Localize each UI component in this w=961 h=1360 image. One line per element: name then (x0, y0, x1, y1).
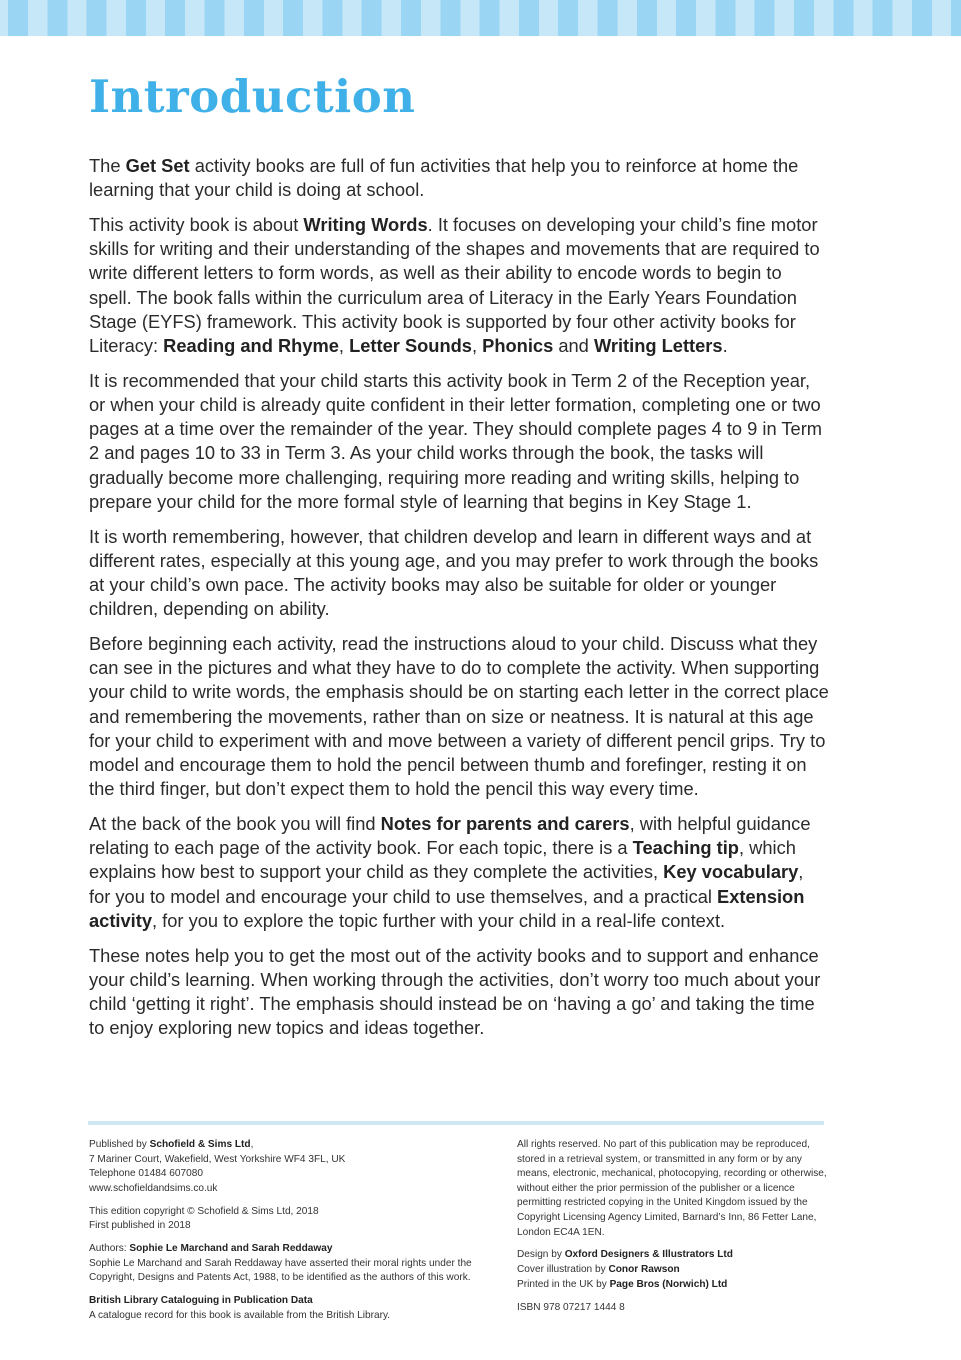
bold-text: British Library Cataloguing in Publication Data (89, 1295, 313, 1307)
text-segment: Printed in the UK by (517, 1278, 610, 1290)
text-segment: , (250, 1139, 254, 1150)
stripe-pattern (0, 0, 961, 36)
text-segment: Cover illustration by (517, 1264, 609, 1276)
text-segment: . (722, 335, 728, 357)
bold-text: Get Set (125, 155, 190, 176)
colophon-block (517, 1138, 837, 1240)
text-segment: , (338, 335, 350, 357)
colophon-block (517, 1248, 837, 1292)
colophon-line (89, 1153, 499, 1168)
text-segment: activity books are full of fun activities that help you to reinforce at home the learning that your child is doing at school. (89, 155, 799, 201)
text-segment: Authors: (89, 1243, 130, 1255)
colophon-line (517, 1138, 837, 1153)
text-segment: without either the prior permission of the publisher or a licence (517, 1182, 795, 1194)
paragraph (89, 812, 829, 933)
introduction-body (89, 154, 829, 1051)
colophon-block (89, 1294, 499, 1323)
paragraph (89, 369, 829, 514)
colophon-line (89, 1294, 499, 1309)
text-segment: The (89, 155, 126, 176)
footer-divider (88, 1121, 824, 1125)
colophon-left-column (89, 1138, 499, 1332)
bold-text: Conor Rawson (608, 1264, 680, 1276)
colophon-line (517, 1263, 837, 1278)
text-segment: , for you to model and encourage your child to use themselves, and a practical (89, 861, 804, 907)
text-segment: Published by (89, 1139, 150, 1150)
text-segment: At the back of the book you will find (89, 813, 381, 835)
text-segment: , with helpful guidance relating to each page of the activity book. For each topic, there is a (89, 813, 811, 859)
colophon-line (517, 1182, 837, 1197)
text-segment: Copyright, Designs and Patents Act, 1988, to be identified as the authors of this work. (89, 1272, 471, 1284)
paragraph (89, 154, 829, 202)
colophon-line (517, 1301, 837, 1316)
colophon-line (517, 1278, 837, 1293)
text-segment: , which explains how best to support your child as they complete the activities, (89, 837, 796, 883)
text-segment: Copyright Licensing Agency Limited, Barnard’s Inn, 86 Fetter Lane, (517, 1211, 817, 1223)
colophon-line (517, 1226, 837, 1241)
text-segment: This edition copyright © Schofield & Sims Ltd, 2018 (89, 1205, 319, 1217)
colophon-line (517, 1153, 837, 1168)
colophon-line (89, 1219, 499, 1234)
colophon-line (89, 1271, 499, 1286)
text-segment: London EC4A 1EN. (517, 1226, 605, 1238)
text-segment: Sophie Le Marchand and Sarah Reddaway have asserted their moral rights under the (89, 1257, 472, 1269)
colophon-block (89, 1138, 499, 1196)
text-segment: stored in a retrieval system, or transmitted in any form or by any (517, 1153, 802, 1165)
bold-text: Notes for parents and carers (380, 813, 630, 835)
text-segment: Before beginning each activity, read the instructions aloud to your child. Discuss what they can see in the pictures and what they have to do to complete the activity. When supporting your child to write words, the emphasis should be on starting each letter in the correct place and remembering the movements, rather than on size or neatness. It is natural at this age for your child to experiment with and move between a variety of different pencil grips. Try to model and encourage them to hold the pencil between thumb and forefinger, resting it on the third finger, but don’t expect them to hold the pencil this way every time. (89, 633, 829, 800)
colophon-line (517, 1211, 837, 1226)
colophon-block (89, 1242, 499, 1286)
bold-text: Phonics (482, 335, 554, 357)
bold-text: Letter Sounds (349, 335, 472, 357)
colophon-line (89, 1205, 499, 1220)
bold-text: Key vocabulary (663, 861, 799, 883)
paragraph (89, 525, 829, 622)
paragraph (89, 213, 829, 358)
text-segment: , for you to explore the topic further with your child in a real-life context. (152, 909, 726, 931)
bold-text: Sophie Le Marchand and Sarah Reddaway (129, 1243, 333, 1255)
text-segment: First published in 2018 (89, 1220, 191, 1232)
bold-text: Reading and Rhyme (163, 335, 339, 357)
text-segment: 7 Mariner Court, Wakefield, West Yorkshire WF4 3FL, UK (89, 1153, 346, 1165)
colophon-line (89, 1309, 499, 1324)
colophon-line (517, 1167, 837, 1182)
paragraph (89, 632, 829, 801)
colophon-line (89, 1242, 499, 1257)
text-segment: . It focuses on developing your child’s fine motor skills for writing and their understanding of the shapes and movements that are required to write different letters to form words, as well as their ability to encode words to begin to spell. The book falls within the curriculum area of Literacy in the Early Years Foundation Stage (EYFS) framework. This activity book is supported by four other activity books for Literacy: (89, 214, 820, 357)
text-segment: This activity book is about (89, 214, 304, 235)
page-title: Introduction (89, 70, 416, 123)
paragraph (89, 944, 829, 1041)
bold-text: Extension activity (89, 885, 805, 931)
bold-text: Oxford Designers & Illustrators Ltd (564, 1249, 733, 1261)
text-segment: All rights reserved. No part of this publication may be reproduced, (517, 1139, 810, 1150)
bold-text: Writing Words (303, 214, 428, 235)
colophon-right-column (517, 1138, 837, 1323)
colophon-line (89, 1167, 499, 1182)
text-segment: and (553, 335, 594, 357)
bold-text: Page Bros (Norwich) Ltd (609, 1278, 728, 1290)
colophon-line (89, 1138, 499, 1153)
header-stripe-decoration (0, 0, 961, 36)
colophon-line (517, 1248, 837, 1263)
colophon-block (89, 1205, 499, 1234)
text-segment: www.schofieldandsims.co.uk (89, 1182, 218, 1194)
bold-text: Writing Letters (593, 335, 723, 357)
colophon-line (89, 1182, 499, 1197)
bold-text: Schofield & Sims Ltd (149, 1139, 251, 1150)
text-segment: Telephone 01484 607080 (89, 1168, 203, 1180)
text-segment: Design by (517, 1249, 565, 1261)
colophon-line (517, 1196, 837, 1211)
text-segment: ISBN 978 07217 1444 8 (517, 1301, 625, 1313)
bold-text: Teaching tip (632, 837, 739, 859)
text-segment: It is worth remembering, however, that children develop and learn in different ways and at different rates, especially at this young age, and you may prefer to work through the books at your child’s own pace. The activity books may also be suitable for older or younger children, depending on ability. (89, 525, 819, 620)
colophon-line (89, 1257, 499, 1272)
text-segment: , (471, 335, 483, 357)
text-segment: It is recommended that your child starts this activity book in Term 2 of the Reception year, or when your child is already quite confident in their letter formation, completing one or two pages at a time over the remainder of the year. They should complete pages 4 to 9 in Term 2 and pages 10 to 33 in Term 3. As your child works through the book, the tasks will gradually become more challenging, requiring more reading and writing skills, helping to prepare your child for the more formal style of learning that begins in Key Stage 1. (89, 369, 823, 512)
text-segment: These notes help you to get the most out of the activity books and to support and enhance your child’s learning. When working through the activities, don’t worry too much about your child ‘getting it right’. The emphasis should instead be on ‘having a go’ and taking the time to enjoy exploring new topics and ideas together. (89, 944, 821, 1039)
colophon-block (517, 1301, 837, 1316)
text-segment: permitting restricted copying in the United Kingdom issued by the (517, 1197, 808, 1209)
text-segment: A catalogue record for this book is available from the British Library. (89, 1309, 391, 1321)
text-segment: means, electronic, mechanical, photocopying, recording or otherwise, (517, 1168, 827, 1180)
